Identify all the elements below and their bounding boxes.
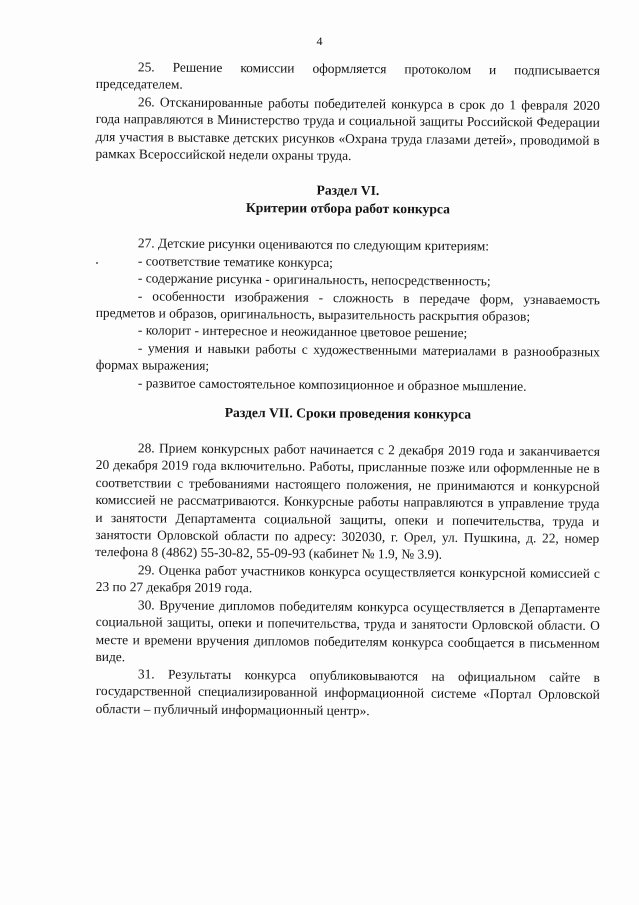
document-body — [96, 58, 600, 718]
paragraph-30: 30. Вручение дипломов победителям конкурса осуществляется в Департаменте социальной защиты, опеки и попечительства, труда и занятости Орловской области. О месте и времени вручения дипломов победителям конкурса сообщается в письменном виде. — [95, 597, 600, 665]
section-6-subtitle: Критерии отбора работ конкурса — [245, 200, 450, 217]
page-number: 4 — [316, 34, 323, 48]
paragraph-31: 31. Результаты конкурса опубликовываются на официальном сайте в государственной специализированной информационной системе «Портал Орловской области – публичный информационный центр». — [95, 666, 600, 719]
criteria-item: - содержание рисунка - оригинальность, непосредственность; — [137, 270, 491, 289]
criteria-item: - развитое самостоятельное композиционное и образное мышление. — [137, 375, 527, 394]
criteria-item: - особенности изображения - сложность в передаче форм, узнаваемость предметов и образов, оригинальность, выразительность раскрытия образов; — [95, 288, 600, 324]
paragraph-26: 26. Отсканированные работы победителей конкурса в срок до 1 февраля 2020 года направляются в Министерство труда и социальной защиты Российской Федерации для участия в выставке детских рисунков «Охрана труда глазами детей», проводимой в рамках Всероссийской недели охраны труда. — [95, 94, 600, 164]
paragraph-27: 27. Детские рисунки оцениваются по следующим критериям: — [137, 235, 490, 254]
section-7-title: Раздел VII. Сроки проведения конкурса — [224, 404, 472, 422]
section-6-title: Раздел VI. — [316, 182, 380, 199]
paragraph-29: 29. Оценка работ участников конкурса осуществляется конкурсной комиссией с 23 по 27 декабря 2019 года. — [95, 562, 600, 596]
criteria-item: - колорит - интересное и неожиданное цветовое решение; — [137, 322, 468, 341]
criteria-item: - умения и навыки работы с художественными материалами в разнообразных формах выражения; — [95, 340, 600, 374]
criteria-item: - соответствие тематике конкурса; — [137, 253, 333, 270]
paragraph-28: 28. Прием конкурсных работ начинается с 2 декабря 2019 года и заканчивается 20 декабря 2019 года включительно. Работы, присланные позже или оформленные не в соответствии с требованиями настоящего положения, не принимаются и конкурсной комиссией не рассматриваются. Конкурсные работы направляются в управление труда и занятости Департамента социальной защиты, опеки и попечительства, труда и занятости Орловской области по адресу: 302030, г. Орел, ул. Пушкина, д. 22, номер телефона 8 (4862) 55-30-82, 55-09-93 (кабинет № 1.9, № 3.9). — [95, 440, 600, 563]
paragraph-25: 25. Решение комиссии оформляется протоколом и подписывается председателем. — [95, 59, 600, 93]
